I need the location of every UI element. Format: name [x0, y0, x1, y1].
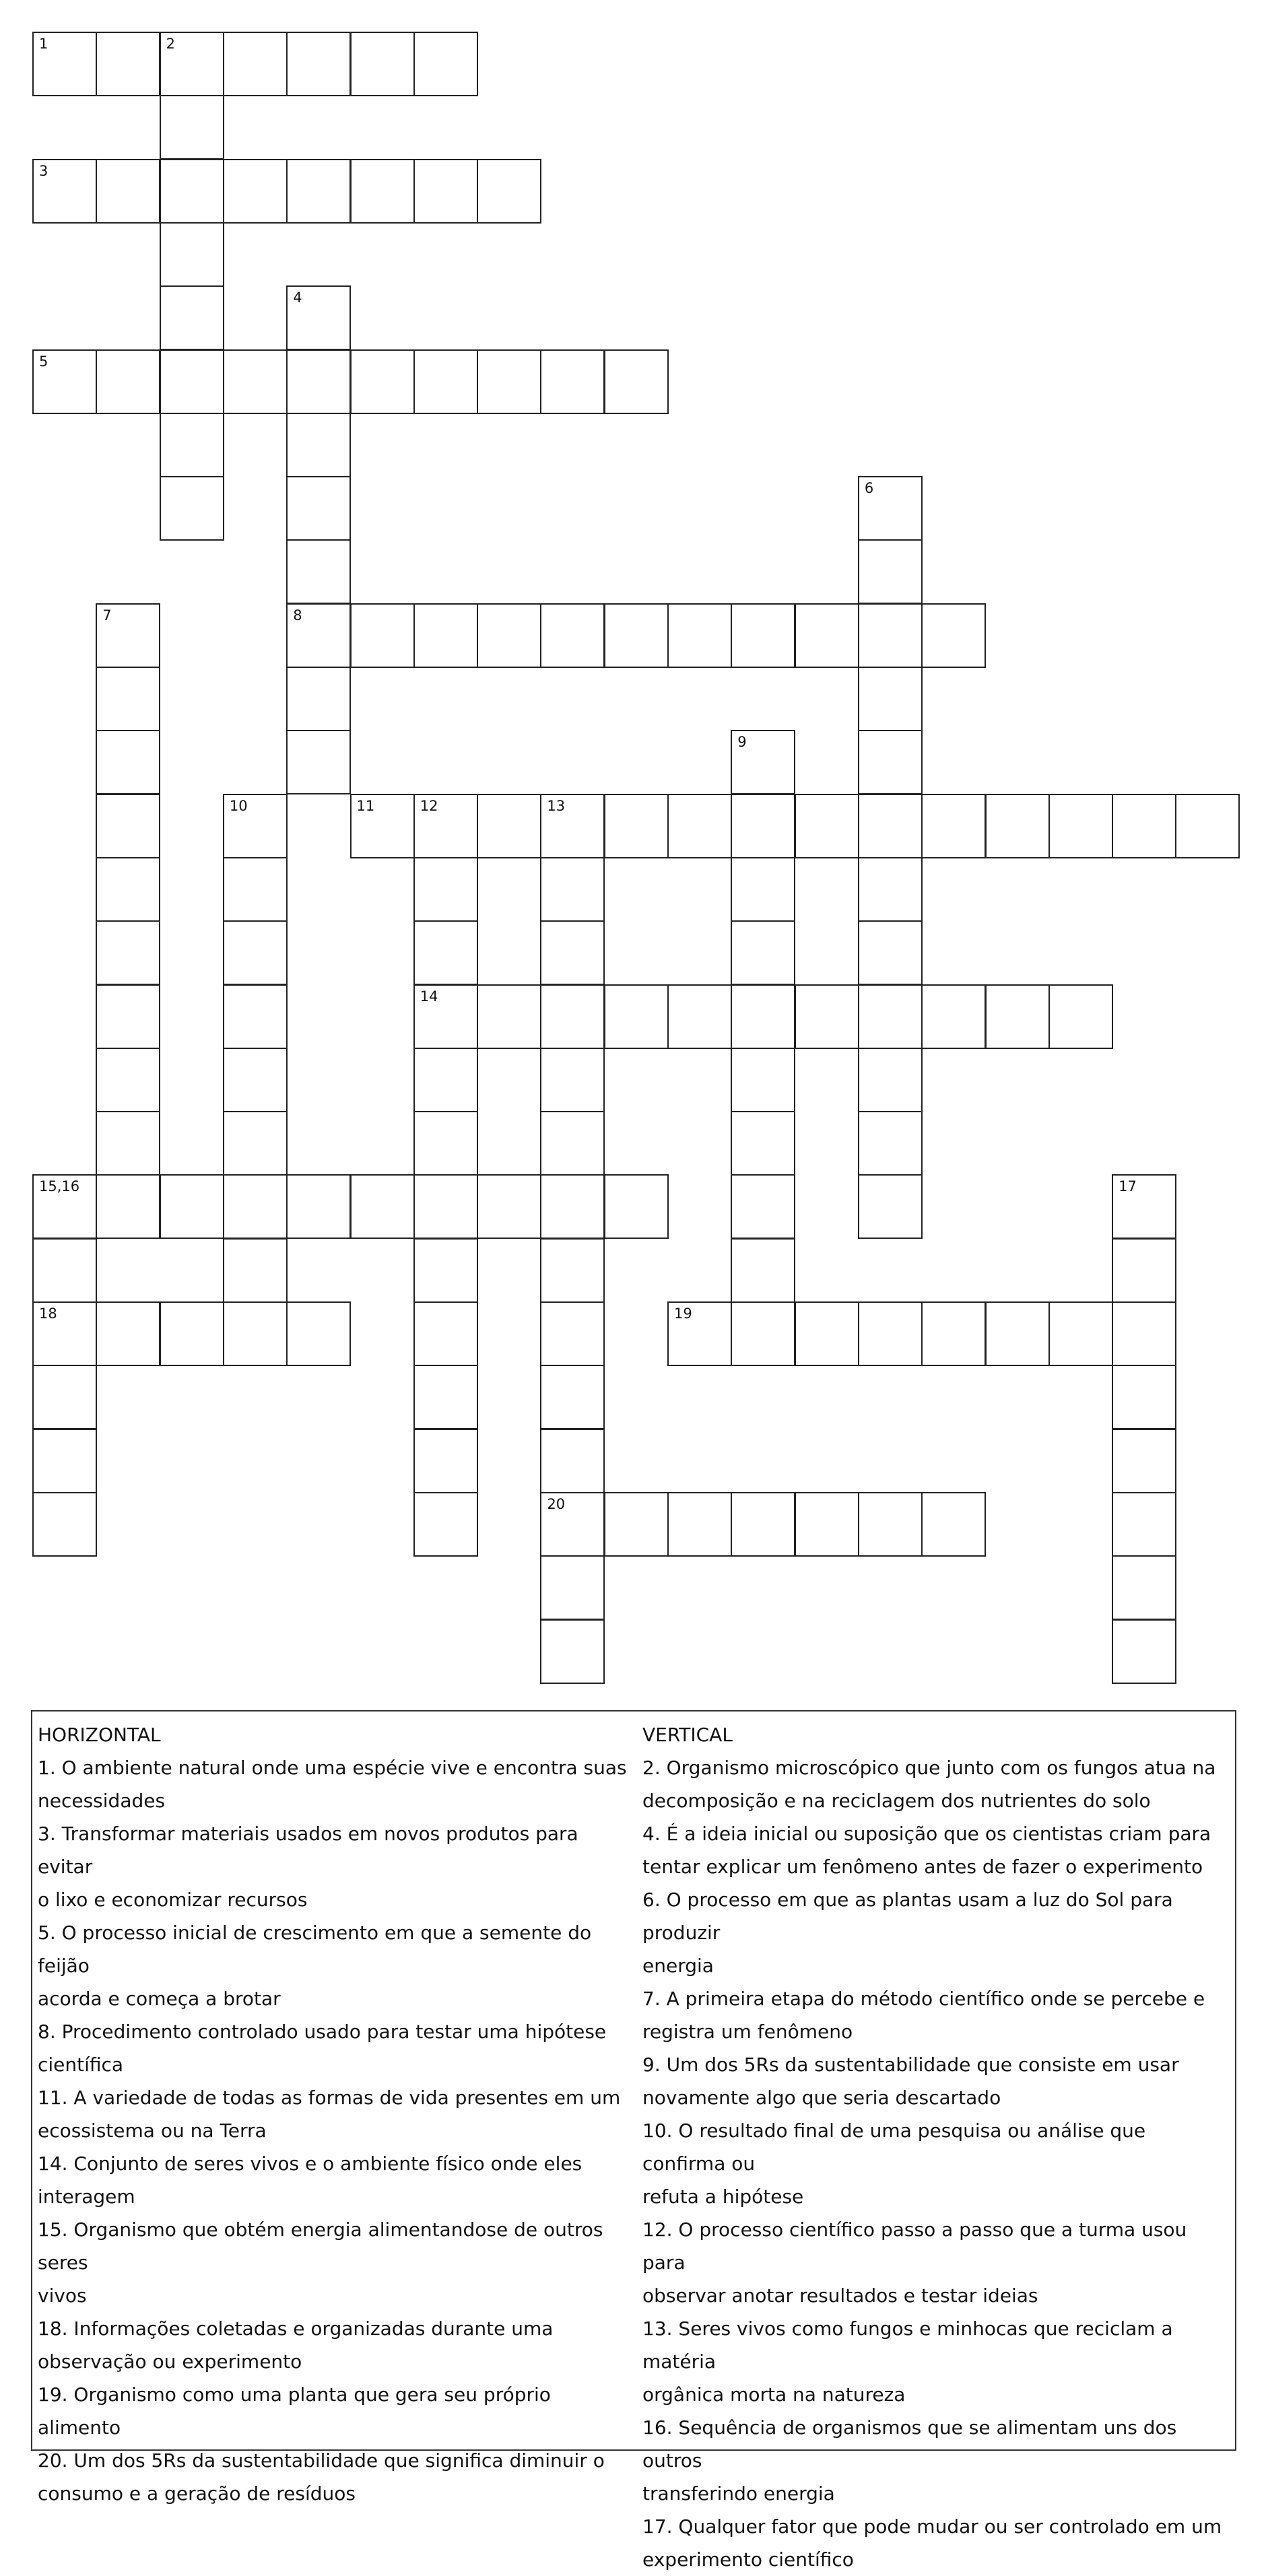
clue-line: 1. O ambiente natural onde uma espécie vive e encontra suas [38, 1757, 627, 1779]
grid-cell[interactable] [858, 603, 923, 668]
grid-cell[interactable] [540, 1492, 605, 1557]
grid-cell[interactable] [350, 1174, 415, 1239]
grid-cell[interactable] [160, 413, 224, 477]
grid-cell[interactable] [858, 730, 923, 794]
grid-cell[interactable] [286, 32, 351, 96]
clue-line: ecossistema ou na Terra [38, 2120, 267, 2142]
grid-cell[interactable] [604, 1492, 669, 1557]
grid-cell[interactable] [32, 349, 97, 414]
clue-number: 20 [547, 1495, 566, 1512]
clue-line: 6. O processo em que as plantas usam a luz do Sol para produzir [642, 1889, 1173, 1944]
grid-cell[interactable] [731, 984, 795, 1049]
clue-number: 8 [293, 607, 302, 623]
grid-cell[interactable] [795, 603, 859, 668]
grid-cell[interactable] [223, 857, 288, 922]
grid-cell[interactable] [160, 349, 224, 414]
clue-line: 7. A primeira etapa do método científico onde se percebe e [642, 1988, 1205, 2010]
grid-cell[interactable] [413, 1174, 478, 1239]
grid-cell[interactable] [223, 159, 288, 224]
horizontal-clues [38, 1718, 630, 2510]
grid-cell[interactable] [795, 984, 859, 1049]
grid-cell[interactable] [731, 1238, 795, 1303]
clue-line: observação ou experimento [38, 2350, 302, 2373]
grid-cell[interactable] [223, 1301, 288, 1366]
grid-cell[interactable] [540, 1429, 605, 1493]
grid-cell[interactable] [795, 1301, 859, 1366]
grid-cell[interactable] [413, 603, 478, 668]
clue-line: 18. Informações coletadas e organizadas durante uma [38, 2317, 554, 2340]
grid-cell[interactable] [540, 984, 605, 1049]
grid-cell[interactable] [350, 603, 415, 668]
clue-number: 4 [293, 290, 302, 306]
grid-cell[interactable] [96, 1111, 160, 1176]
grid-cell[interactable] [286, 603, 351, 668]
grid-cell[interactable] [413, 794, 478, 858]
grid-cell[interactable] [413, 1111, 478, 1176]
grid-cell[interactable] [413, 1301, 478, 1366]
clue-line: 8. Procedimento controlado usado para testar uma hipótese [38, 2021, 607, 2043]
grid-cell[interactable] [858, 920, 923, 985]
grid-cell[interactable] [286, 1301, 351, 1366]
grid-cell[interactable] [96, 857, 160, 922]
grid-cell[interactable] [477, 349, 541, 414]
grid-cell[interactable] [731, 1048, 795, 1112]
grid-cell[interactable] [32, 1174, 97, 1239]
grid-cell[interactable] [223, 1111, 288, 1176]
clue-number: 10 [229, 797, 248, 814]
grid-cell[interactable] [223, 794, 288, 858]
grid-cell[interactable] [477, 794, 541, 858]
grid-cell[interactable] [96, 667, 160, 731]
clue-line: energia [642, 1955, 714, 1977]
grid-cell[interactable] [413, 1238, 478, 1303]
grid-cell[interactable] [413, 159, 478, 224]
grid-cell[interactable] [540, 1111, 605, 1176]
grid-cell[interactable] [540, 1619, 605, 1684]
grid-cell[interactable] [223, 349, 288, 414]
grid-cell[interactable] [96, 1301, 160, 1366]
grid-cell[interactable] [731, 920, 795, 985]
grid-cell[interactable] [1112, 1429, 1176, 1493]
clue-line: consumo e a geração de resíduos [38, 2482, 356, 2505]
grid-cell[interactable] [667, 603, 732, 668]
clue-line: o lixo e economizar recursos [38, 1889, 308, 1911]
grid-cell[interactable] [413, 920, 478, 985]
clue-line: vivos [38, 2284, 87, 2307]
grid-cell[interactable] [413, 857, 478, 922]
clue-line: 14. Conjunto de seres vivos e o ambiente físico onde eles [38, 2153, 582, 2175]
grid-cell[interactable] [540, 349, 605, 414]
grid-cell[interactable] [1112, 1492, 1176, 1557]
grid-cell[interactable] [858, 1174, 923, 1239]
grid-cell[interactable] [32, 32, 97, 96]
clue-number: 18 [39, 1306, 57, 1322]
grid-cell[interactable] [413, 1365, 478, 1429]
clue-number: 17 [1119, 1178, 1137, 1195]
grid-cell[interactable] [96, 159, 160, 224]
grid-cell[interactable] [350, 32, 415, 96]
grid-cell[interactable] [1112, 1619, 1176, 1684]
grid-cell[interactable] [223, 920, 288, 985]
grid-cell[interactable] [413, 1048, 478, 1112]
grid-cell[interactable] [1112, 1301, 1176, 1366]
grid-cell[interactable] [921, 984, 986, 1049]
vertical-title: VERTICAL [642, 1724, 733, 1746]
clue-line: 11. A variedade de todas as formas de vida presentes em um [38, 2087, 621, 2109]
grid-cell[interactable] [96, 794, 160, 858]
grid-cell[interactable] [667, 984, 732, 1049]
grid-cell[interactable] [1175, 794, 1240, 858]
grid-cell[interactable] [286, 159, 351, 224]
grid-cell[interactable] [160, 1174, 224, 1239]
grid-cell[interactable] [350, 159, 415, 224]
grid-cell[interactable] [477, 159, 541, 224]
clue-line: observar anotar resultados e testar ideias [642, 2284, 1038, 2307]
grid-cell[interactable] [160, 1301, 224, 1366]
clue-line: registra um fenômeno [642, 2021, 853, 2043]
clue-line: experimento científico [642, 2548, 854, 2571]
grid-cell[interactable] [667, 1301, 732, 1366]
grid-cell[interactable] [160, 222, 224, 287]
clue-line: refuta a hipótese [642, 2185, 804, 2208]
grid-cell[interactable] [96, 984, 160, 1049]
grid-cell[interactable] [604, 603, 669, 668]
grid-cell[interactable] [350, 349, 415, 414]
clue-line: tentar explicar um fenômeno antes de fazer o experimento [642, 1856, 1203, 1878]
clue-line: 5. O processo inicial de crescimento em que a semente do feijão [38, 1922, 592, 1977]
grid-cell[interactable] [223, 1048, 288, 1112]
grid-cell[interactable] [921, 794, 986, 858]
grid-cell[interactable] [731, 603, 795, 668]
clue-number: 15,16 [39, 1178, 80, 1195]
vertical-clues [642, 1718, 1232, 2576]
grid-cell[interactable] [731, 1111, 795, 1176]
grid-cell[interactable] [160, 32, 224, 96]
grid-cell[interactable] [540, 857, 605, 922]
grid-cell[interactable] [985, 794, 1050, 858]
grid-cell[interactable] [858, 1301, 923, 1366]
grid-cell[interactable] [1112, 1174, 1176, 1239]
grid-cell[interactable] [1048, 1301, 1113, 1366]
grid-cell[interactable] [731, 857, 795, 922]
grid-cell[interactable] [540, 1238, 605, 1303]
clue-line: acorda e começa a brotar [38, 1988, 281, 2010]
clue-line: decomposição e na reciclagem dos nutrientes do solo [642, 1790, 1151, 1812]
clue-number: 9 [737, 734, 747, 751]
grid-cell[interactable] [985, 984, 1050, 1049]
clue-number: 3 [39, 162, 48, 179]
clue-number: 1 [39, 36, 48, 52]
grid-cell[interactable] [160, 285, 224, 350]
grid-cell[interactable] [160, 159, 224, 224]
grid-cell[interactable] [223, 1174, 288, 1239]
grid-cell[interactable] [32, 1492, 97, 1557]
clue-line: 17. Qualquer fator que pode mudar ou ser controlado em um [642, 2515, 1222, 2538]
grid-cell[interactable] [540, 1174, 605, 1239]
grid-cell[interactable] [1112, 1555, 1176, 1620]
grid-cell[interactable] [286, 349, 351, 414]
grid-cell[interactable] [667, 794, 732, 858]
clue-number: 6 [864, 480, 874, 497]
grid-cell[interactable] [160, 476, 224, 541]
grid-cell[interactable] [32, 1429, 97, 1493]
grid-cell[interactable] [731, 1301, 795, 1366]
horizontal-title: HORIZONTAL [38, 1724, 161, 1746]
grid-cell[interactable] [858, 857, 923, 922]
grid-cell[interactable] [1112, 1365, 1176, 1429]
grid-cell[interactable] [604, 794, 669, 858]
clue-line: novamente algo que seria descartado [642, 2087, 1001, 2109]
grid-cell[interactable] [604, 1174, 669, 1239]
grid-cell[interactable] [858, 539, 923, 604]
clue-line: transferindo energia [642, 2482, 835, 2505]
grid-cell[interactable] [286, 1174, 351, 1239]
grid-cell[interactable] [858, 794, 923, 858]
grid-cell[interactable] [540, 603, 605, 668]
clue-number: 2 [166, 36, 175, 52]
clue-line: 16. Sequência de organismos que se alimentam uns dos outros [642, 2416, 1177, 2472]
clue-line: necessidades [38, 1790, 166, 1812]
clue-number: 7 [102, 607, 112, 623]
clue-line: 12. O processo científico passo a passo que a turma usou para [642, 2218, 1187, 2274]
grid-cell[interactable] [286, 539, 351, 604]
grid-cell[interactable] [921, 1301, 986, 1366]
grid-cell[interactable] [413, 349, 478, 414]
grid-cell[interactable] [540, 1301, 605, 1366]
grid-cell[interactable] [477, 1174, 541, 1239]
grid-cell[interactable] [858, 476, 923, 541]
grid-cell[interactable] [731, 1492, 795, 1557]
grid-cell[interactable] [477, 984, 541, 1049]
grid-cell[interactable] [32, 1301, 97, 1366]
grid-cell[interactable] [96, 603, 160, 668]
grid-cell[interactable] [286, 413, 351, 477]
grid-cell[interactable] [223, 32, 288, 96]
clue-line: interagem [38, 2185, 135, 2208]
grid-cell[interactable] [540, 1555, 605, 1620]
grid-cell[interactable] [731, 794, 795, 858]
grid-cell[interactable] [413, 32, 478, 96]
grid-cell[interactable] [921, 603, 986, 668]
grid-cell[interactable] [540, 1048, 605, 1112]
grid-cell[interactable] [604, 984, 669, 1049]
clue-number: 14 [420, 988, 438, 1005]
clue-line: 20. Um dos 5Rs da sustentabilidade que significa diminuir o [38, 2449, 605, 2472]
grid-cell[interactable] [96, 920, 160, 985]
grid-cell[interactable] [160, 95, 224, 160]
grid-cell[interactable] [32, 159, 97, 224]
grid-cell[interactable] [96, 349, 160, 414]
grid-cell[interactable] [32, 1365, 97, 1429]
clue-line: científica [38, 2054, 124, 2076]
clue-number: 19 [674, 1306, 692, 1322]
grid-cell[interactable] [795, 1492, 859, 1557]
grid-cell[interactable] [540, 920, 605, 985]
grid-cell[interactable] [858, 1048, 923, 1112]
grid-cell[interactable] [604, 349, 669, 414]
grid-cell[interactable] [350, 794, 415, 858]
grid-cell[interactable] [795, 794, 859, 858]
clue-line: 15. Organismo que obtém energia alimentandose de outros seres [38, 2218, 603, 2274]
clue-number: 11 [356, 797, 375, 814]
clue-line: orgânica morta na natureza [642, 2383, 906, 2406]
grid-cell[interactable] [286, 285, 351, 350]
grid-cell[interactable] [921, 1492, 986, 1557]
grid-cell[interactable] [96, 1174, 160, 1239]
clue-line: 19. Organismo como uma planta que gera seu próprio alimento [38, 2383, 551, 2439]
grid-cell[interactable] [413, 1429, 478, 1493]
clue-line: 3. Transformar materiais usados em novos produtos para evitar [38, 1823, 578, 1878]
grid-cell[interactable] [1048, 794, 1113, 858]
grid-cell[interactable] [286, 476, 351, 541]
clues-box [31, 1710, 1236, 2571]
grid-cell[interactable] [858, 1492, 923, 1557]
clue-number: 5 [39, 353, 48, 370]
clue-line: 4. É a ideia inicial ou suposição que os cientistas criam para [642, 1823, 1211, 1845]
clue-line: 13. Seres vivos como fungos e minhocas que reciclam a matéria [642, 2317, 1173, 2373]
grid-cell[interactable] [1048, 984, 1113, 1049]
grid-cell[interactable] [477, 603, 541, 668]
grid-cell[interactable] [858, 667, 923, 731]
grid-cell[interactable] [731, 1174, 795, 1239]
grid-cell[interactable] [96, 730, 160, 794]
grid-cell[interactable] [32, 1238, 97, 1303]
grid-cell[interactable] [96, 32, 160, 96]
grid-cell[interactable] [858, 984, 923, 1049]
clue-line: 10. O resultado final de uma pesquisa ou análise que confirma ou [642, 2120, 1146, 2175]
grid-cell[interactable] [540, 1365, 605, 1429]
grid-cell[interactable] [731, 730, 795, 794]
grid-cell[interactable] [1112, 1238, 1176, 1303]
grid-cell[interactable] [413, 984, 478, 1049]
grid-cell[interactable] [96, 1048, 160, 1112]
grid-cell[interactable] [540, 794, 605, 858]
grid-cell[interactable] [223, 984, 288, 1049]
clue-line: 2. Organismo microscópico que junto com os fungos atua na [642, 1757, 1216, 1779]
grid-cell[interactable] [223, 1238, 288, 1303]
grid-cell[interactable] [858, 1111, 923, 1176]
grid-cell[interactable] [1112, 794, 1176, 858]
grid-cell[interactable] [413, 1492, 478, 1557]
grid-cell[interactable] [286, 730, 351, 794]
grid-cell[interactable] [286, 667, 351, 731]
clue-number: 13 [547, 797, 566, 814]
grid-cell[interactable] [985, 1301, 1050, 1366]
clue-number: 12 [420, 797, 438, 814]
grid-cell[interactable] [667, 1492, 732, 1557]
clue-line: 9. Um dos 5Rs da sustentabilidade que consiste em usar [642, 2054, 1179, 2076]
